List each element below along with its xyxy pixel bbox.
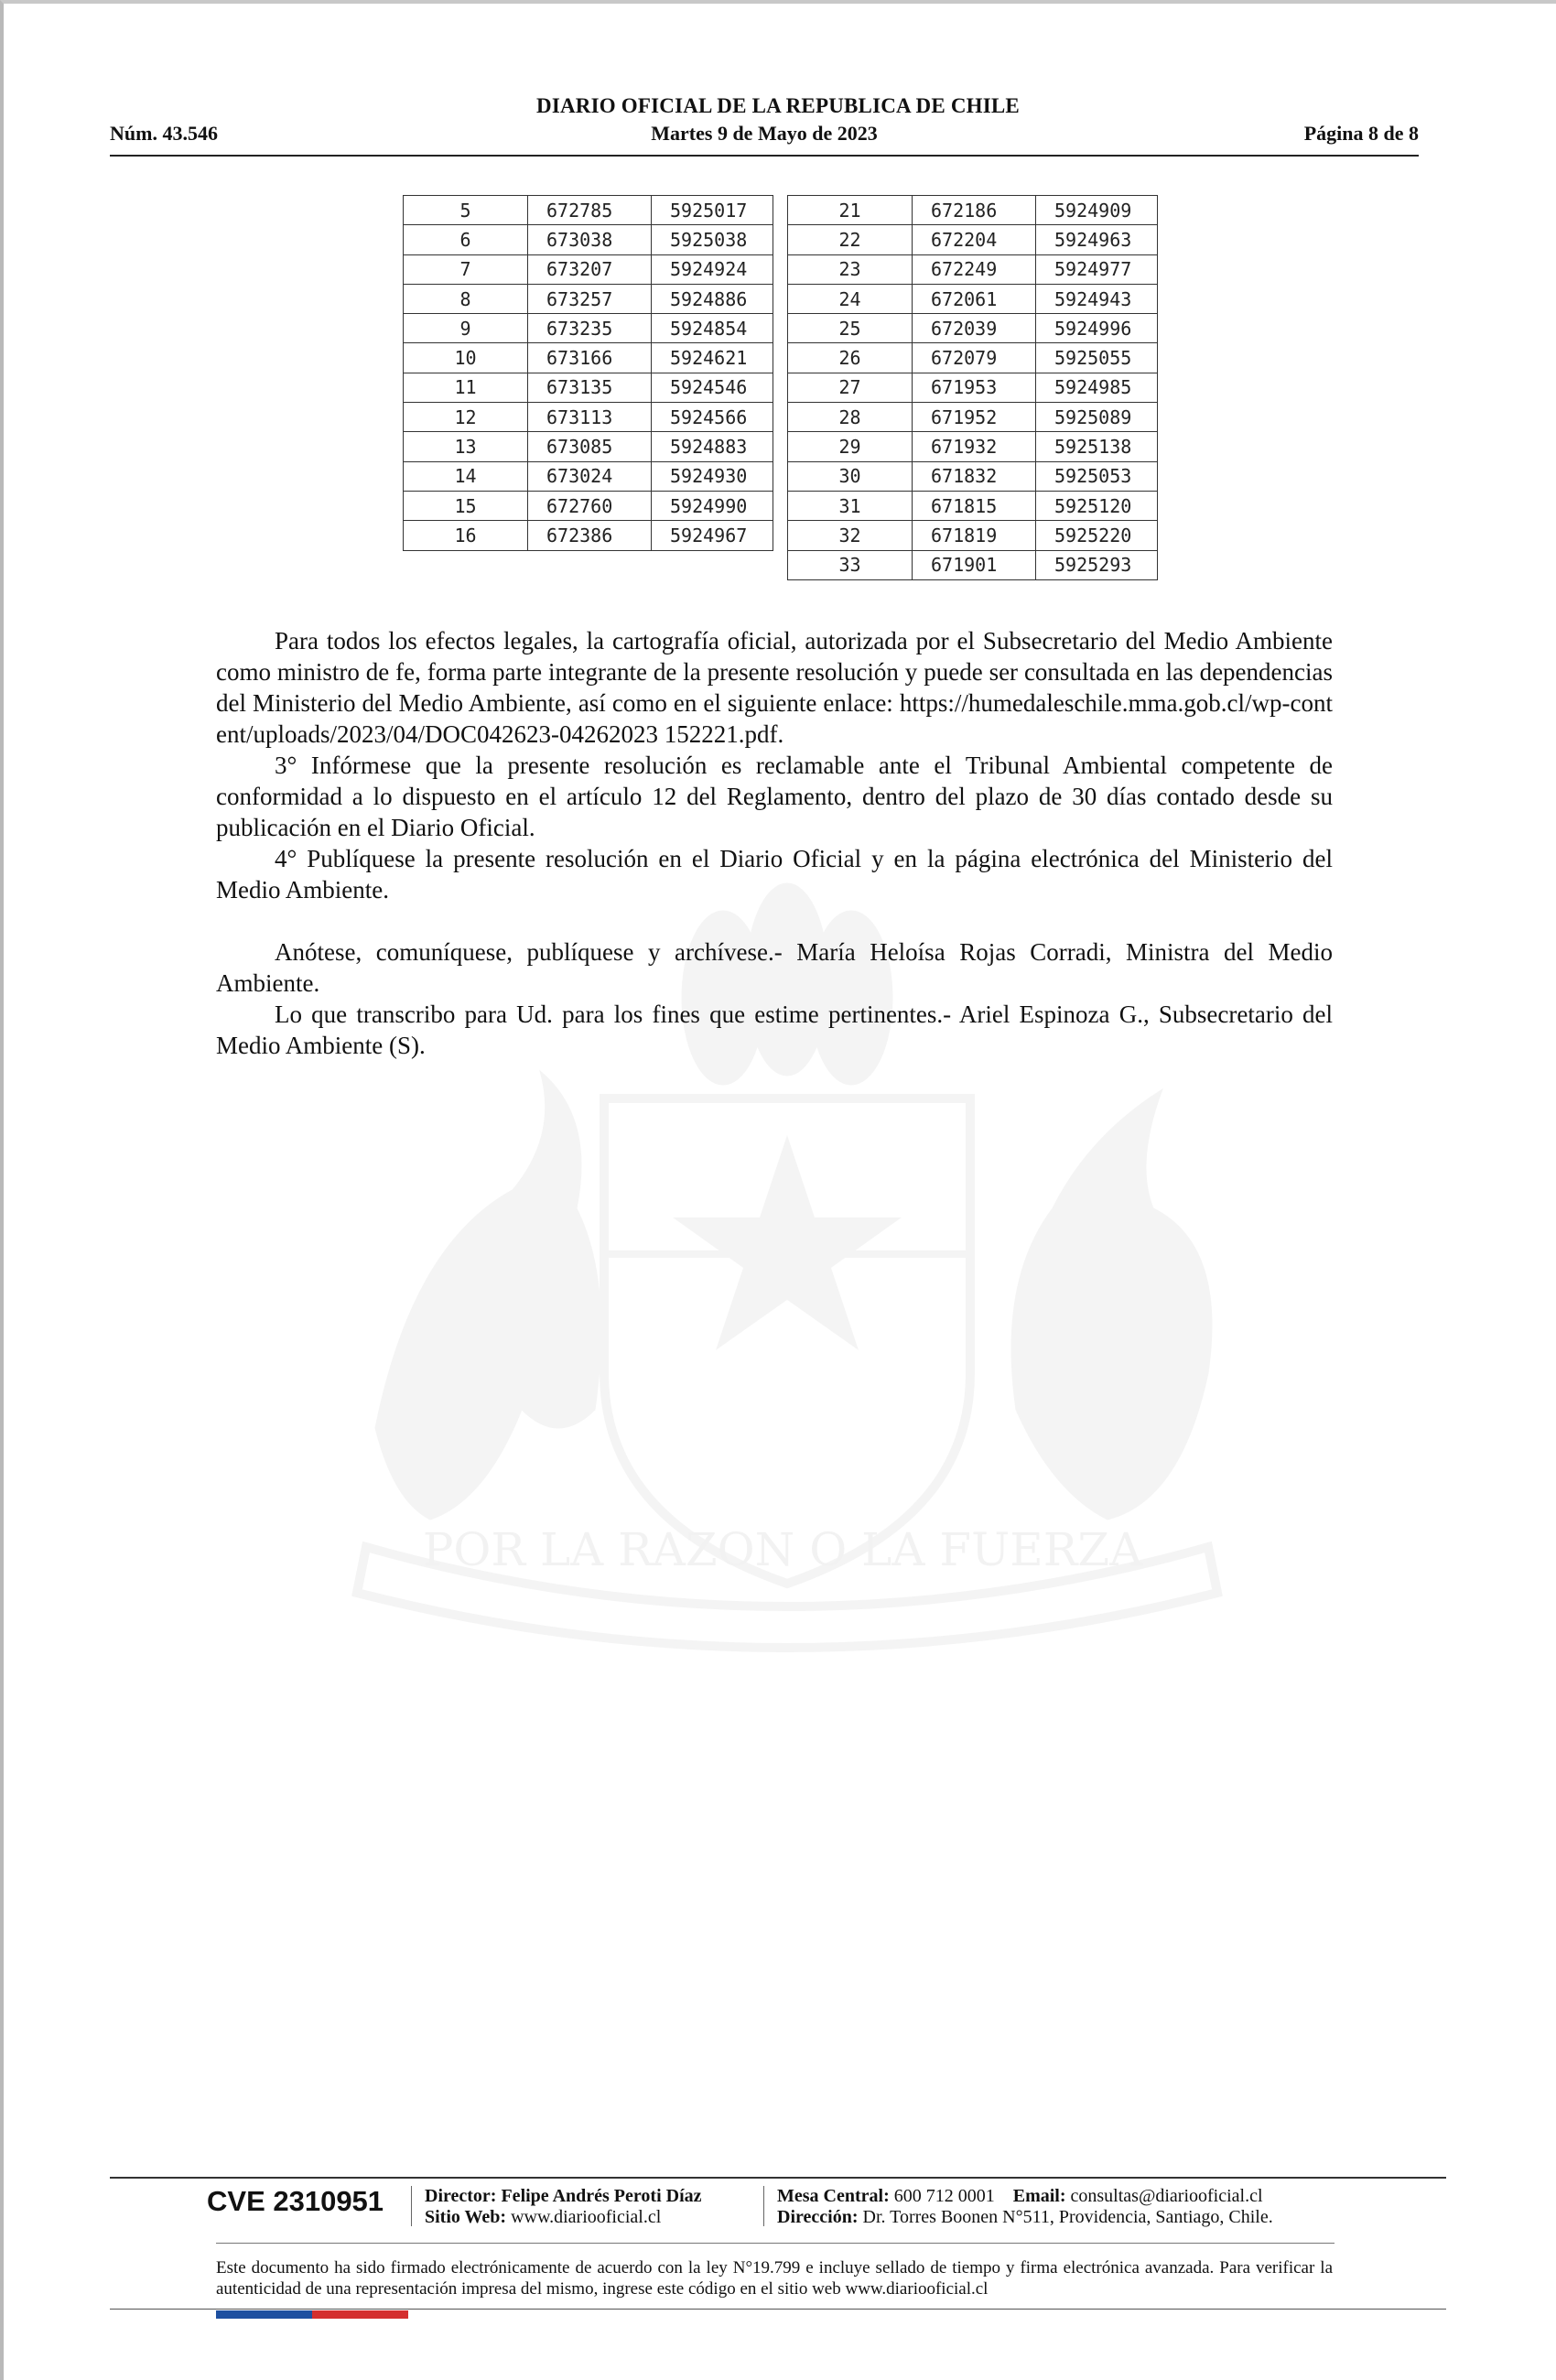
coordinate-east: 671832	[913, 461, 1036, 491]
coordinate-east: 673113	[528, 403, 652, 432]
vertex-number: 22	[788, 225, 913, 254]
footer-separator	[411, 2186, 412, 2226]
vertex-number: 31	[788, 491, 913, 520]
flag-blue-segment	[216, 2310, 312, 2319]
coordinate-row	[404, 225, 773, 254]
coordinate-north: 5925053	[1036, 461, 1158, 491]
issue-number: Núm. 43.546	[110, 122, 218, 145]
director-label: Director:	[425, 2186, 497, 2206]
footer-divider-bottom	[110, 2309, 1446, 2310]
coordinate-east: 673166	[528, 343, 652, 373]
coordinate-east: 673085	[528, 432, 652, 461]
coordinate-row	[788, 403, 1158, 432]
coordinate-north: 5925017	[652, 196, 773, 225]
coordinate-east: 672386	[528, 521, 652, 550]
coordinate-row	[788, 196, 1158, 225]
coordinate-east: 673257	[528, 284, 652, 313]
coordinate-north: 5924621	[652, 343, 773, 373]
vertex-number: 21	[788, 196, 913, 225]
coordinate-row	[788, 284, 1158, 313]
coordinate-row	[404, 196, 773, 225]
vertex-number: 23	[788, 254, 913, 284]
vertex-number: 26	[788, 343, 913, 373]
footer-director-block	[425, 2186, 702, 2228]
coordinate-north: 5924963	[1036, 225, 1158, 254]
vertex-number: 10	[404, 343, 528, 373]
coordinate-north: 5925120	[1036, 491, 1158, 520]
coordinate-row	[788, 432, 1158, 461]
website-link[interactable]: www.diariooficial.cl	[511, 2207, 662, 2227]
director-name: Felipe Andrés Peroti Díaz	[501, 2186, 702, 2206]
coordinate-east: 671815	[913, 491, 1036, 520]
coordinates-table-right	[787, 195, 1158, 580]
coordinate-row	[404, 432, 773, 461]
coordinate-row	[404, 491, 773, 520]
issue-date: Martes 9 de Mayo de 2023	[651, 122, 878, 145]
coordinate-row	[788, 225, 1158, 254]
coordinate-east: 671901	[913, 550, 1036, 579]
coordinate-east: 673207	[528, 254, 652, 284]
vertex-number: 13	[404, 432, 528, 461]
email-link[interactable]: consultas@diariooficial.cl	[1070, 2186, 1263, 2206]
coordinate-north: 5925293	[1036, 550, 1158, 579]
vertex-number: 9	[404, 314, 528, 343]
coordinate-north: 5924883	[652, 432, 773, 461]
vertex-number: 6	[404, 225, 528, 254]
coordinate-row	[788, 343, 1158, 373]
footer-divider-top	[110, 2177, 1446, 2179]
vertex-number: 8	[404, 284, 528, 313]
coordinate-north: 5924886	[652, 284, 773, 313]
vertex-number: 33	[788, 550, 913, 579]
vertex-number: 16	[404, 521, 528, 550]
coordinate-row	[404, 343, 773, 373]
coordinate-row	[788, 521, 1158, 550]
signature-paragraph: Anótese, comuníquese, publíquese y archívese.- María Heloísa Rojas Corradi, Ministra del Medio Ambiente.	[216, 938, 1333, 997]
website-label: Sitio Web:	[425, 2207, 507, 2227]
coordinate-north: 5925055	[1036, 343, 1158, 373]
vertex-number: 7	[404, 254, 528, 284]
footer-contact-block	[777, 2186, 1273, 2228]
coordinate-row	[788, 373, 1158, 402]
coordinate-east: 672186	[913, 196, 1036, 225]
coordinate-east: 672249	[913, 254, 1036, 284]
vertex-number: 29	[788, 432, 913, 461]
coordinates-table-left	[403, 195, 773, 551]
coordinate-row	[788, 550, 1158, 579]
coordinate-north: 5924967	[652, 521, 773, 550]
coordinate-row	[788, 254, 1158, 284]
vertex-number: 27	[788, 373, 913, 402]
coordinate-east: 671932	[913, 432, 1036, 461]
coordinate-east: 672785	[528, 196, 652, 225]
coordinate-north: 5924977	[1036, 254, 1158, 284]
cartography-paragraph	[216, 625, 1333, 750]
vertex-number: 28	[788, 403, 913, 432]
coordinate-north: 5924985	[1036, 373, 1158, 402]
vertex-number: 24	[788, 284, 913, 313]
coordinate-north: 5924943	[1036, 284, 1158, 313]
coordinate-north: 5924996	[1036, 314, 1158, 343]
coordinate-row	[404, 403, 773, 432]
address-text: Dr. Torres Boonen N°511, Providencia, Santiago, Chile.	[862, 2207, 1273, 2227]
coordinate-north: 5924990	[652, 491, 773, 520]
address-label: Dirección:	[777, 2207, 859, 2227]
vertex-number: 32	[788, 521, 913, 550]
coordinate-row	[788, 491, 1158, 520]
coordinate-north: 5925089	[1036, 403, 1158, 432]
signature-notice: Este documento ha sido firmado electrónicamente de acuerdo con la ley N°19.799 e incluye sellado de tiempo y firma electrónica avanzada. Para verificar la autenticidad de una representación impresa del mismo, ingrese este código en el sitio web www.diariooficial.cl	[216, 2258, 1333, 2299]
phone-number: 600 712 0001	[893, 2186, 995, 2206]
vertex-number: 15	[404, 491, 528, 520]
vertex-number: 5	[404, 196, 528, 225]
chile-flag-stripe	[216, 2310, 408, 2319]
coordinate-east: 673038	[528, 225, 652, 254]
resolution-body	[216, 625, 1333, 1061]
newspaper-title: DIARIO OFICIAL DE LA REPUBLICA DE CHILE	[536, 94, 1020, 117]
footer-separator	[763, 2186, 764, 2226]
cartography-text: Para todos los efectos legales, la cartografía oficial, autorizada por el Subsecretario del Medio Ambiente como ministro de fe, forma parte integrante de la presente resolución y puede ser consultada en las dependencias del Ministerio del Medio Ambiente, así como en el siguiente enlace:	[216, 627, 1333, 717]
transcription-paragraph: Lo que transcribo para Ud. para los fines que estime pertinentes.- Ariel Espinoza G., Subsecretario del Medio Ambiente (S).	[216, 1001, 1333, 1059]
coordinate-east: 672204	[913, 225, 1036, 254]
footer-divider-middle	[216, 2243, 1334, 2244]
coordinate-north: 5924909	[1036, 196, 1158, 225]
publication-paragraph: 4° Publíquese la presente resolución en el Diario Oficial y en la página electrónica del Ministerio del Medio Ambiente.	[216, 845, 1333, 903]
coordinate-north: 5925220	[1036, 521, 1158, 550]
header-divider	[110, 155, 1419, 157]
coordinate-north: 5925038	[652, 225, 773, 254]
coordinate-east: 672760	[528, 491, 652, 520]
coordinate-row	[404, 461, 773, 491]
vertex-number: 30	[788, 461, 913, 491]
vertex-number: 11	[404, 373, 528, 402]
coordinate-north: 5925138	[1036, 432, 1158, 461]
flag-red-segment	[312, 2310, 408, 2319]
coordinate-row	[404, 373, 773, 402]
cve-code: CVE 2310951	[207, 2185, 384, 2217]
vertex-number: 12	[404, 403, 528, 432]
phone-label: Mesa Central:	[777, 2186, 890, 2206]
coordinate-east: 671953	[913, 373, 1036, 402]
watermark-motto: POR LA RAZON O LA FUERZA	[422, 1523, 1143, 1576]
coordinate-row	[788, 461, 1158, 491]
coordinate-row	[404, 521, 773, 550]
coordinate-north: 5924854	[652, 314, 773, 343]
coordinate-row	[788, 314, 1158, 343]
coordinate-east: 673235	[528, 314, 652, 343]
claim-paragraph: 3° Infórmese que la presente resolución es reclamable ante el Tribunal Ambiental competente de conformidad a lo dispuesto en el artículo 12 del Reglamento, dentro del plazo de 30 días contado desde su publicación en el Diario Oficial.	[216, 752, 1333, 841]
coordinate-north: 5924546	[652, 373, 773, 402]
vertex-number: 25	[788, 314, 913, 343]
coordinate-north: 5924930	[652, 461, 773, 491]
coordinate-east: 671952	[913, 403, 1036, 432]
header-row	[110, 122, 1419, 149]
coordinate-north: 5924566	[652, 403, 773, 432]
coordinate-row	[404, 254, 773, 284]
coordinate-east: 673024	[528, 461, 652, 491]
coordinate-north: 5924924	[652, 254, 773, 284]
coordinate-east: 673135	[528, 373, 652, 402]
coordinate-east: 672039	[913, 314, 1036, 343]
coordinate-east: 672079	[913, 343, 1036, 373]
cartography-link[interactable]: https://humedaleschile.mma.gob.cl/wp-content/uploads/2023/04/DOC042623-04262023 152221.pdf.	[216, 689, 1333, 748]
coordinate-row	[404, 314, 773, 343]
coordinate-east: 671819	[913, 521, 1036, 550]
coordinate-east: 672061	[913, 284, 1036, 313]
coordinate-row	[404, 284, 773, 313]
email-label: Email:	[1012, 2186, 1066, 2206]
vertex-number: 14	[404, 461, 528, 491]
page-number: Página 8 de 8	[1303, 122, 1419, 145]
